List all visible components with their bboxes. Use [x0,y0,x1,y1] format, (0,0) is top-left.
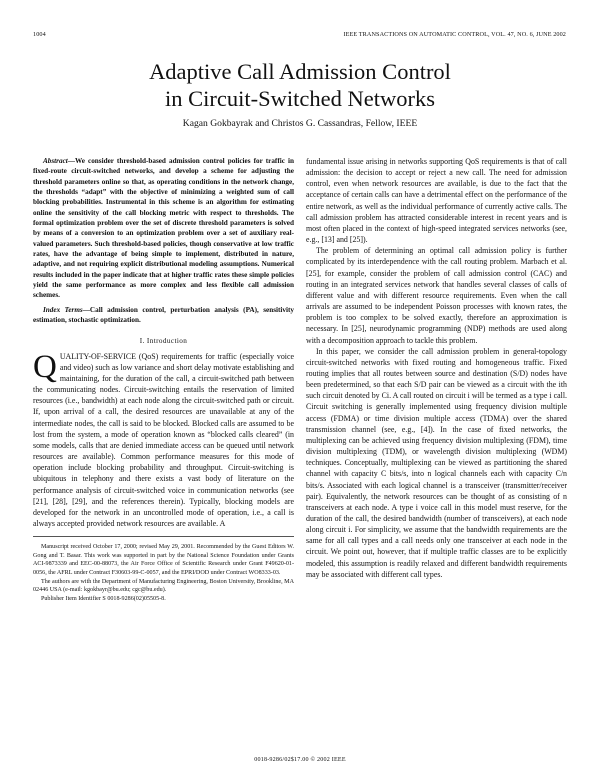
title-line-2: in Circuit-Switched Networks [165,86,435,111]
index-terms [33,305,294,326]
paper-title [0,58,600,112]
running-header [33,31,566,41]
abstract-lead: Abstract [43,157,68,165]
footnote-manuscript: Manuscript received October 17, 2000; revised May 29, 2001. Recommended by the Guest Editors W. Gong and T. Basar. This work was supported in part by the National Science Foundation under Grants ACI-9873339 and EEC-00-88073, the Air Force Office of Scientific Research under Grant F49620-01-0056, the AFRL under Contract F30603-99-C-0057, and the EPRI/DOD under Contract WO8333-03. [33,544,294,576]
copyright-line: 0018-9286/02$17.00 © 2002 IEEE [254,757,346,763]
paragraph-this-paper: In this paper, we consider the call admission problem in general-topology circuit-switched networks with fixed routing and homogeneous traffic. Fixed routing implies that all routes between source and destination (S/D) nodes have been predetermined, so that each S/D pair can be viewed as a circuit with the ith such circuit denoted by Ci. A call routed on circuit i will be termed as a type i call. Circuit switching is generally implemented using frequency division multiple access (FDMA) or time division multiple access (TDMA) over the shared transmission channel (see, e.g., [4]). In the case of fixed networks, the multiplexing can be achieved using frequency division multiplexing (FDM), time division multiplexing (TDM), or wavelength division multiplexing (WDM) techniques. Conceptually, multiplexing can be viewed as partitioning the shared channel with capacity C bits/s, into n logical channels each with capacity C/n bits/s. Associated with each logical channel is a transceiver (transmitter/receiver pair). Equivalently, the network resources can be thought of as consisting of n transceivers at each node. A type i voice call in this model must reserve, for the duration of the call, the desired bandwidth (number of transceivers), at each node along circuit i. For simplicity, we assume that the bandwidth requirements are the same for all call types and a call needs only one transceiver at each node in the circuit. We point out, however, that if multiple traffic classes are to be explicitly modeled, this assumption is readily relaxed and different bandwidth requirements may be associated with different call types. [306,346,567,579]
footnote-rule [33,536,294,537]
index-terms-lead: Index Terms [43,305,83,314]
authors: Kagan Gokbayrak and Christos G. Cassandras, Fellow, IEEE [182,118,418,129]
abstract [33,156,294,301]
intro-text: UALITY-OF-SERVICE (QoS) requirements for traffic (especially voice and video) such as low variance and short delay motivate establishing and maintaining, for the duration of the call, a circuit-switched path between the communicating nodes. Circuit-switching entails the reservation of limited resources (i.e., bandwidth) at each node along the circuit-switched path or circuit. If, upon arrival of a call, the desired resources are unavailable at any of the intermediate nodes, the call is said to be blocked. Blocked calls are assumed to be lost from the system, a mode of operation known as “blocked calls cleared” (in some models, calls that are denied immediate access can be queued until network resources are available). Common performance measures for this mode of operation include blocking probability and throughput. Circuit-switching is ubiquitous in telephony and there exists a vast body of literature on the performance analysis of circuit-switched voice in communication networks (see [21], [28], [29], and the references therein). Typically, blocking models are developed for the network in an uncontrolled mode of operation, i.e., a call is always accepted provided network resources are available. A [33,351,294,528]
paragraph-call-admission: fundamental issue arising in networks supporting QoS requirements is that of call admission: the decision to accept or reject a new call. The need for admission control, even when network resources are available, is due to the fact that the acceptance of certain calls can have a detrimental effect on the performance of the entire network, as well as the individual performance of currently active calls. The call admission problem has attracted considerable interest in recent years and is most often placed in the context of high-speed integrated services networks (see, e.g., [13] and [25]). [306,157,567,245]
footnote-identifier: Publisher Item Identifier S 0018-9286(02)05505-8. [41,595,166,602]
abstract-text: —We consider threshold-based admission control policies for traffic in fixed-route circuit-switched networks, and develop a scheme for adjusting the threshold parameters online so that, as operating conditions in the network change, the thresholds “adapt” with the objective of minimizing a weighted sum of call blocking probabilities. Instrumental in this scheme is an algorithm for estimating online the sensitivity of the call blocking metric with respect to thresholds. The formal optimization problem over the set of discrete threshold parameters is solved by means of a conversion to an optimization problem over a set of auxiliary real-valued parameters. Such threshold-based policies, though conservative at low traffic rates, have the advantage of being simple to implement, distributed in nature, adaptive, and not requiring explicit distributional modeling assumptions. Numerical results included in the paper indicate that at higher traffic rates these simple policies yield the same performance as more complex and less flexible call admission schemes. [33,157,294,300]
drop-cap: Q [33,348,57,385]
page-number: 1004 [33,31,46,38]
title-line-1: Adaptive Call Admission Control [149,59,451,84]
left-column [33,156,294,603]
intro-paragraph [33,348,294,530]
section-heading: I. Introduction [139,336,188,345]
right-column [306,156,567,580]
index-terms-text: —Call admission control, perturbation analysis (PA), sensitivity estimation, stochastic optimization. [33,305,294,325]
journal-header: IEEE TRANSACTIONS ON AUTOMATIC CONTROL, VOL. 47, NO. 6, JUNE 2002 [343,31,566,38]
paragraph-routing: The problem of determining an optimal call admission policy is further complicated by its interdependence with the call routing problem. Marbach et al. [25], for example, consider the problem of call admission control (CAC) and routing in an integrated services network that handles several classes of calls of different value and with different resource requirements. Even when the call arrivals are assumed to be independent Poisson processes with known rates, the problem is too complex to be solved exactly, therefore an approximation is necessary. In [25], neurodynamic programming (NDP) methods are used along with a decomposition approach to tackle this problem. [306,246,567,345]
footnote-affiliation: The authors are with the Department of Manufacturing Engineering, Boston University, Brookline, MA 02446 USA (e-mail: kgokbayr@bu.edu; cgc@bu.edu). [33,578,294,594]
footnotes [33,543,294,603]
